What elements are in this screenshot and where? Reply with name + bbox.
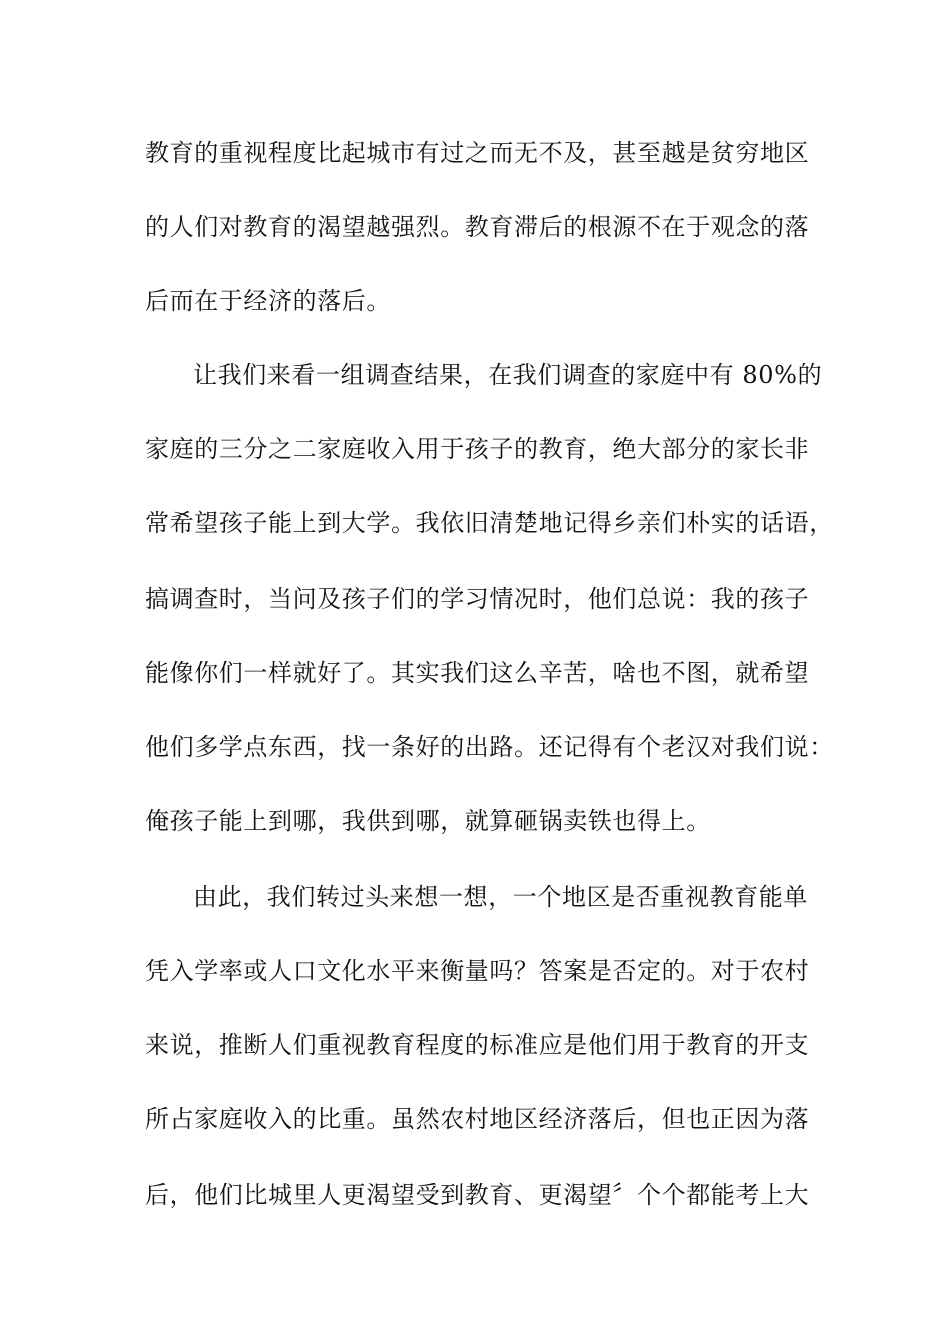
paragraph-2-line-3: 常希望孩子能上到大学。我依旧清楚地记得乡亲们朴实的话语， — [145, 509, 834, 537]
paragraph-2-line-5: 能像你们一样就好了。其实我们这么辛苦，啥也不图，就希望 — [145, 659, 810, 687]
paragraph-3-line-4: 所占家庭收入的比重。虽然农村地区经济落后，但也正因为落 — [145, 1105, 810, 1133]
paragraph-2-line-1: 让我们来看一组调查结果，在我们调查的家庭中有 80%的 — [193, 361, 823, 389]
paragraph-1-line-2: 的人们对教育的渴望越强烈。教育滞后的根源不在于观念的落 — [145, 213, 810, 241]
paragraph-1-line-1: 教育的重视程度比起城市有过之而无不及，甚至越是贫穷地区 — [145, 139, 810, 167]
paragraph-3-line-3: 来说，推断人们重视教育程度的标准应是他们用于教育的开支 — [145, 1031, 810, 1059]
paragraph-2-line-6: 他们多学点东西，找一条好的出路。还记得有个老汉对我们说： — [145, 733, 834, 761]
paragraph-3-line-5: 后，他们比城里人更渴望受到教育、更渴望〞个个都能考上大 — [145, 1181, 810, 1209]
paragraph-3-line-1: 由此，我们转过头来想一想，一个地区是否重视教育能单 — [193, 883, 808, 911]
paragraph-2-line-7: 俺孩子能上到哪，我供到哪，就算砸锅卖铁也得上。 — [145, 807, 711, 835]
paragraph-2-line-4: 搞调查时，当问及孩子们的学习情况时，他们总说：我的孩子 — [145, 585, 810, 613]
paragraph-2-line-2: 家庭的三分之二家庭收入用于孩子的教育，绝大部分的家长非 — [145, 435, 810, 463]
paragraph-1-line-3: 后而在于经济的落后。 — [145, 287, 391, 315]
paragraph-3-line-2: 凭入学率或人口文化水平来衡量吗？答案是否定的。对于农村 — [145, 957, 810, 985]
